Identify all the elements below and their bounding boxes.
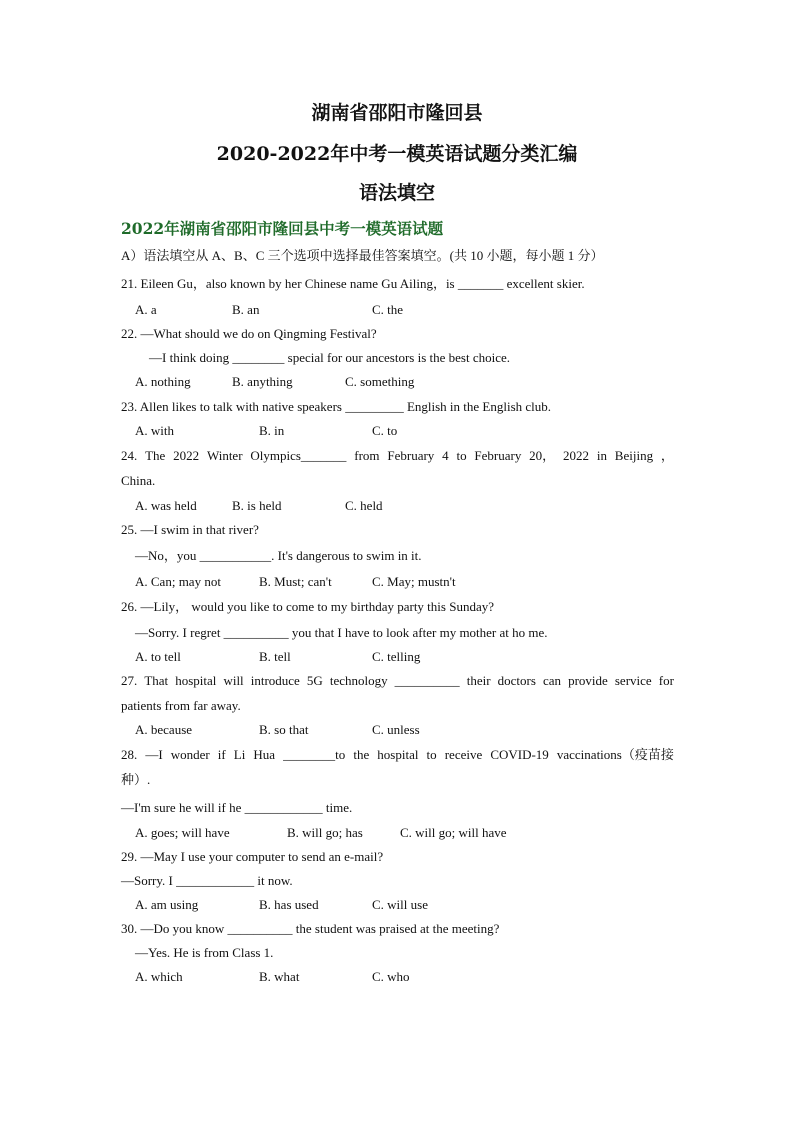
word: hospital (377, 747, 419, 762)
question-27-option-b[interactable]: B. so that (259, 722, 309, 737)
word: 20， (529, 448, 556, 463)
question-30-option-a[interactable]: A. which (135, 969, 183, 984)
document-title-line-1: 湖南省邵阳市隆回县 (311, 102, 483, 124)
question-24-option-c[interactable]: C. held (345, 498, 383, 513)
question-28-option-a[interactable]: A. goes; will have (135, 825, 230, 840)
word: from (354, 448, 380, 463)
question-29-option-c[interactable]: C. will use (372, 897, 428, 912)
question-28-stem-continued: 种）. (121, 772, 151, 787)
word: in (596, 448, 607, 463)
word: ， (660, 448, 674, 463)
question-30-response: —Yes. He is from Class 1. (135, 945, 274, 960)
question-27-stem-continued: patients from far away. (121, 698, 241, 713)
question-22-stem: 22. —What should we do on Qingming Festival? (121, 326, 377, 341)
question-23-stem: 23. Allen likes to talk with native speakers _________ English in the English club. (121, 399, 552, 414)
question-25-option-a[interactable]: A. Can; may not (135, 574, 221, 589)
question-26-option-c[interactable]: C. telling (372, 649, 421, 664)
word: That (144, 673, 169, 688)
word: hospital (175, 673, 217, 688)
question-24-option-a[interactable]: A. was held (135, 498, 197, 513)
question-26-option-b[interactable]: B. tell (259, 649, 291, 664)
question-23-option-c[interactable]: C. to (372, 423, 398, 438)
question-25-option-b[interactable]: B. Must; can't (259, 574, 332, 589)
question-29-option-b[interactable]: B. has used (259, 897, 319, 912)
word: The (145, 448, 166, 463)
section-heading: 2022年湖南省邵阳市隆回县中考一模英语试题 (121, 219, 444, 238)
word: can (542, 673, 562, 688)
word: vaccinations（疫苗接 (556, 747, 674, 762)
word: 24. (121, 448, 138, 463)
question-28-stem (121, 747, 674, 763)
word: 28. (121, 747, 138, 762)
question-26-response: —Sorry. I regret __________ you that I have to look after my mother at ho me. (135, 625, 548, 640)
word: Winter (206, 448, 243, 463)
document-title-line-3: 语法填空 (358, 182, 435, 204)
question-28-option-b[interactable]: B. will go; has (287, 825, 363, 840)
question-28-response: —I'm sure he will if he ____________ time. (121, 800, 353, 815)
question-30-option-c[interactable]: C. who (372, 969, 410, 984)
word: —I (145, 747, 163, 762)
word: introduce (250, 673, 300, 688)
question-22-option-b[interactable]: B. anything (232, 374, 293, 389)
question-29-stem: 29. —May I use your computer to send an e-mail? (121, 849, 384, 864)
word: service (614, 673, 652, 688)
question-29-response: —Sorry. I ____________ it now. (121, 873, 293, 888)
word: February (387, 448, 435, 463)
word: receive (444, 747, 483, 762)
question-27-option-a[interactable]: A. because (135, 722, 193, 737)
word: COVID-19 (490, 747, 549, 762)
question-28-option-c[interactable]: C. will go; will have (400, 825, 507, 840)
word: to (426, 747, 437, 762)
word: 27. (121, 673, 138, 688)
word: doctors (497, 673, 536, 688)
question-21-stem: 21. Eileen Gu，also known by her Chinese name Gu Ailing，is _______ excellent skier. (121, 276, 585, 291)
word: February (474, 448, 522, 463)
word: if (217, 747, 226, 762)
question-30-option-b[interactable]: B. what (259, 969, 300, 984)
question-24-option-b[interactable]: B. is held (232, 498, 282, 513)
question-23-option-b[interactable]: B. in (259, 423, 285, 438)
word: ________to (283, 747, 346, 762)
question-25-stem: 25. —I swim in that river? (121, 522, 259, 537)
question-24-stem (121, 448, 674, 464)
question-27-option-c[interactable]: C. unless (372, 722, 420, 737)
question-29-option-a[interactable]: A. am using (135, 897, 199, 912)
question-24-stem-continued: China. (121, 473, 156, 488)
question-26-stem: 26. —Lily， would you like to come to my birthday party this Sunday? (121, 599, 494, 614)
document-title-line-2: 2020-2022年中考一模英语试题分类汇编 (216, 143, 578, 165)
word: Li (233, 747, 246, 762)
word: provide (568, 673, 608, 688)
question-30-stem: 30. —Do you know __________ the student was praised at the meeting? (121, 921, 500, 936)
question-21-option-a[interactable]: A. a (135, 302, 157, 317)
question-22-option-c[interactable]: C. something (345, 374, 415, 389)
word: 4 (442, 448, 449, 463)
question-23-option-a[interactable]: A. with (135, 423, 174, 438)
question-21-option-b[interactable]: B. an (232, 302, 260, 317)
question-26-option-a[interactable]: A. to tell (135, 649, 181, 664)
word: 5G (306, 673, 323, 688)
word: __________ (394, 673, 460, 688)
word: their (466, 673, 491, 688)
question-27-stem (121, 673, 674, 689)
word: technology (329, 673, 388, 688)
word: the (353, 747, 370, 762)
word: for (658, 673, 674, 688)
word: to (456, 448, 467, 463)
word: Hua (253, 747, 276, 762)
word: 2022 (173, 448, 200, 463)
word: Beijing (614, 448, 654, 463)
question-22-response: —I think doing ________ special for our ancestors is the best choice. (149, 350, 511, 365)
word: Olympics_______ (250, 448, 347, 463)
question-25-option-c[interactable]: C. May; mustn't (372, 574, 456, 589)
instruction-text: A）语法填空从 A、B、C 三个选项中选择最佳答案填空。(共 10 小题，每小题 1 分） (121, 248, 604, 263)
word: wonder (170, 747, 210, 762)
word: will (223, 673, 244, 688)
question-21-option-c[interactable]: C. the (372, 302, 404, 317)
question-22-option-a[interactable]: A. nothing (135, 374, 191, 389)
question-25-response: —No，you ___________. It's dangerous to swim in it. (135, 548, 422, 563)
word: 2022 (563, 448, 590, 463)
